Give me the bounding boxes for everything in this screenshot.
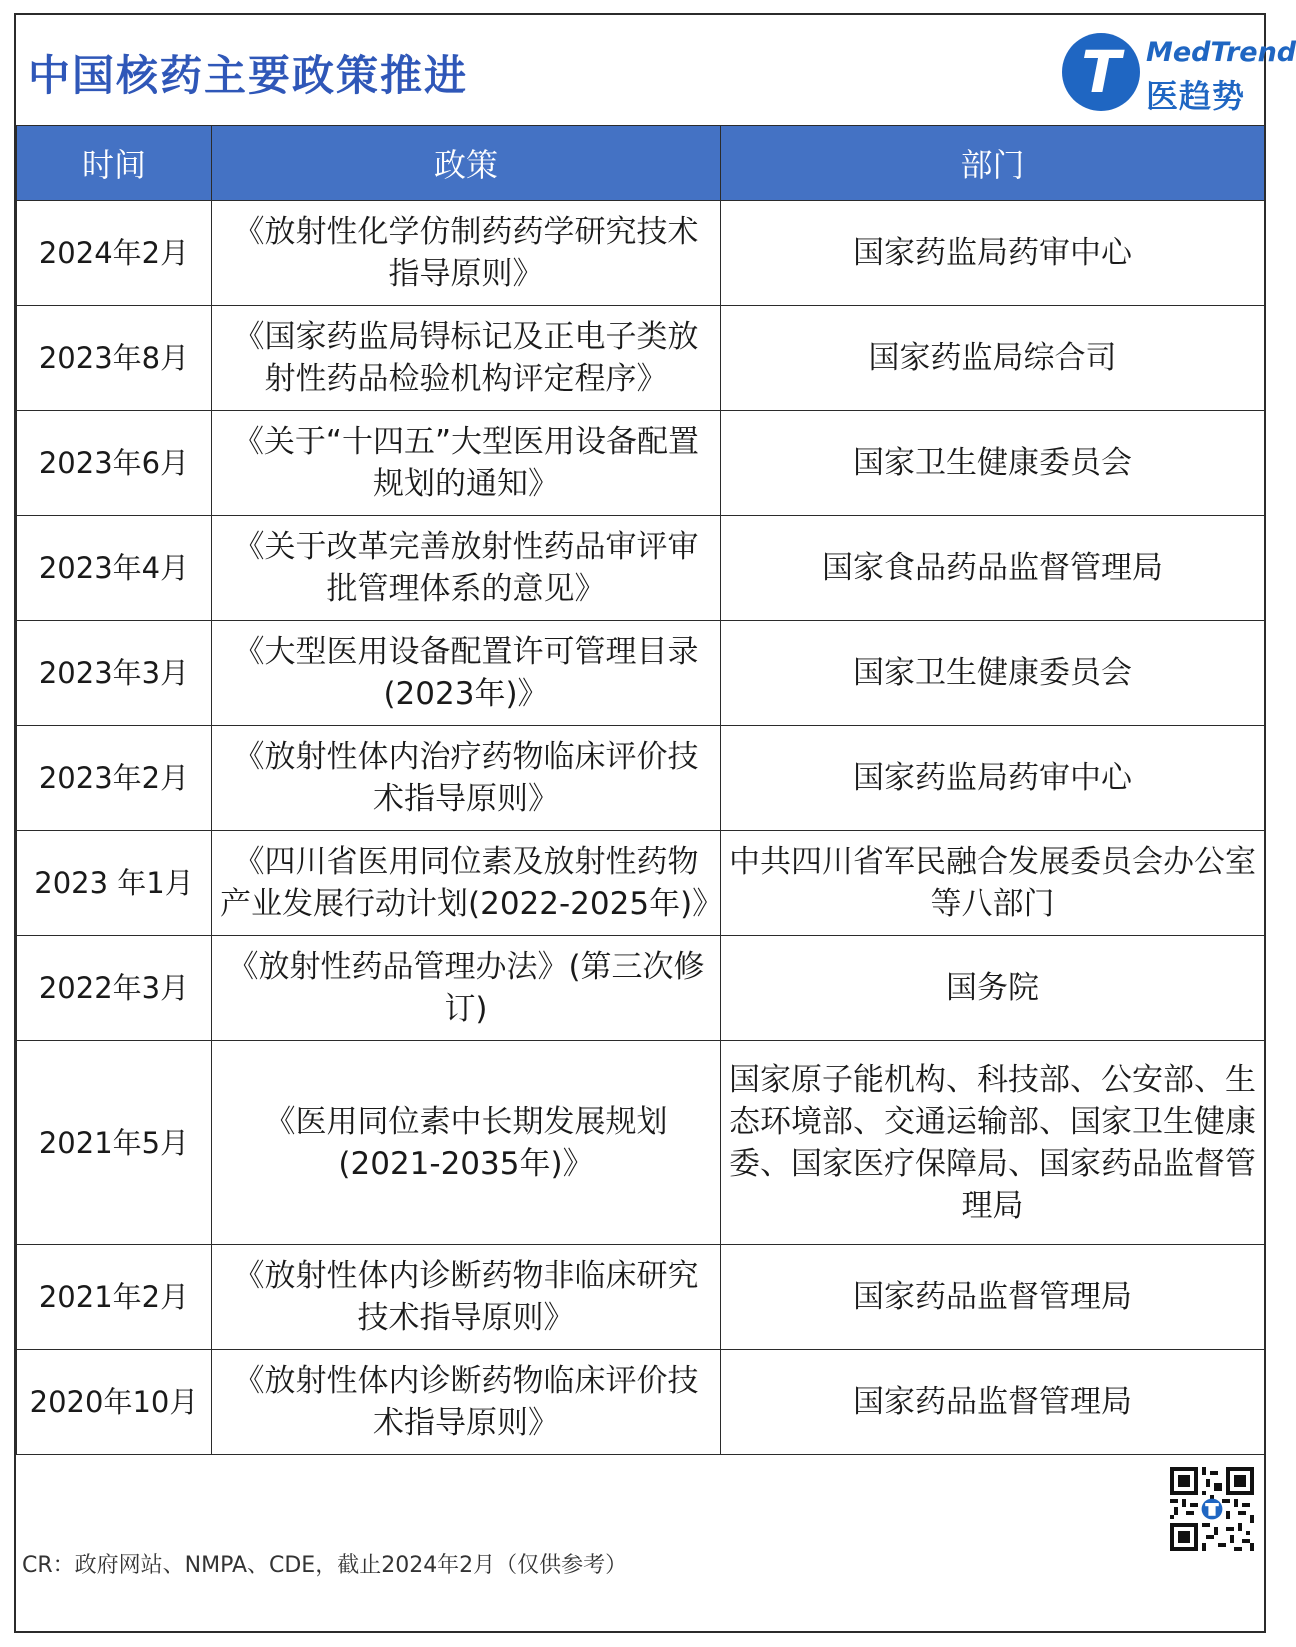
cell-department: 国家药监局综合司 bbox=[721, 306, 1265, 411]
table-row bbox=[17, 1350, 1265, 1455]
cell-time: 2023年6月 bbox=[17, 411, 212, 516]
table-frame bbox=[14, 13, 1296, 1633]
header bbox=[16, 15, 1296, 125]
policy-table bbox=[16, 125, 1265, 1455]
cell-time: 2023年4月 bbox=[17, 516, 212, 621]
table-header-row bbox=[17, 126, 1265, 201]
cell-policy: 《放射性体内诊断药物临床评价技术指导原则》 bbox=[212, 1350, 721, 1455]
cell-policy: 《关于“十四五”大型医用设备配置规划的通知》 bbox=[212, 411, 721, 516]
cell-time: 2023年8月 bbox=[17, 306, 212, 411]
cell-department: 中共四川省军民融合发展委员会办公室等八部门 bbox=[721, 831, 1265, 936]
cell-policy: 《关于改革完善放射性药品审评审批管理体系的意见》 bbox=[212, 516, 721, 621]
column-header-time: 时间 bbox=[17, 126, 212, 201]
cell-department: 国家药监局药审中心 bbox=[721, 201, 1265, 306]
table-row bbox=[17, 1041, 1265, 1245]
cell-department: 国务院 bbox=[721, 936, 1265, 1041]
cell-policy: 《大型医用设备配置许可管理目录(2023年)》 bbox=[212, 621, 721, 726]
cell-policy: 《放射性化学仿制药药学研究技术指导原则》 bbox=[212, 201, 721, 306]
cell-time: 2023年3月 bbox=[17, 621, 212, 726]
logo-text-cn: 医趋势 bbox=[1146, 77, 1246, 115]
logo-mark: T bbox=[1081, 38, 1121, 106]
cell-department: 国家卫生健康委员会 bbox=[721, 411, 1265, 516]
table-row bbox=[17, 411, 1265, 516]
cell-time: 2023 年1月 bbox=[17, 831, 212, 936]
table-row bbox=[17, 726, 1265, 831]
page-title: 中国核药主要政策推进 bbox=[28, 51, 469, 100]
cell-policy: 《放射性体内诊断药物非临床研究技术指导原则》 bbox=[212, 1245, 721, 1350]
cell-policy: 《医用同位素中长期发展规划(2021-2035年)》 bbox=[212, 1041, 721, 1245]
footer bbox=[16, 1459, 1264, 1631]
table-row bbox=[17, 1245, 1265, 1350]
table-row bbox=[17, 306, 1265, 411]
cell-time: 2023年2月 bbox=[17, 726, 212, 831]
cell-department: 国家原子能机构、科技部、公安部、生态环境部、交通运输部、国家卫生健康委、国家医疗保障局、国家药品监督管理局 bbox=[721, 1041, 1265, 1245]
logo-text-en: MedTrend bbox=[1146, 37, 1296, 68]
cell-department: 国家药监局药审中心 bbox=[721, 726, 1265, 831]
cell-time: 2021年2月 bbox=[17, 1245, 212, 1350]
cell-policy: 《国家药监局锝标记及正电子类放射性药品检验机构评定程序》 bbox=[212, 306, 721, 411]
table-row bbox=[17, 516, 1265, 621]
cell-policy: 《四川省医用同位素及放射性药物产业发展行动计划(2022-2025年)》 bbox=[212, 831, 721, 936]
cell-department: 国家卫生健康委员会 bbox=[721, 621, 1265, 726]
table-row bbox=[17, 621, 1265, 726]
cell-time: 2021年5月 bbox=[17, 1041, 212, 1245]
cell-time: 2022年3月 bbox=[17, 936, 212, 1041]
medtrend-logo bbox=[1062, 23, 1296, 115]
cell-time: 2024年2月 bbox=[17, 201, 212, 306]
source-note: CR：政府网站、NMPA、CDE，截止2024年2月（仅供参考） bbox=[22, 1553, 628, 1578]
cell-policy: 《放射性药品管理办法》(第三次修订) bbox=[212, 936, 721, 1041]
table-row bbox=[17, 201, 1265, 306]
cell-policy: 《放射性体内治疗药物临床评价技术指导原则》 bbox=[212, 726, 721, 831]
cell-department: 国家药品监督管理局 bbox=[721, 1350, 1265, 1455]
qr-code-icon bbox=[1170, 1467, 1254, 1551]
column-header-department: 部门 bbox=[721, 126, 1265, 201]
cell-department: 国家食品药品监督管理局 bbox=[721, 516, 1265, 621]
column-header-policy: 政策 bbox=[212, 126, 721, 201]
cell-time: 2020年10月 bbox=[17, 1350, 212, 1455]
cell-department: 国家药品监督管理局 bbox=[721, 1245, 1265, 1350]
table-row bbox=[17, 936, 1265, 1041]
table-row bbox=[17, 831, 1265, 936]
